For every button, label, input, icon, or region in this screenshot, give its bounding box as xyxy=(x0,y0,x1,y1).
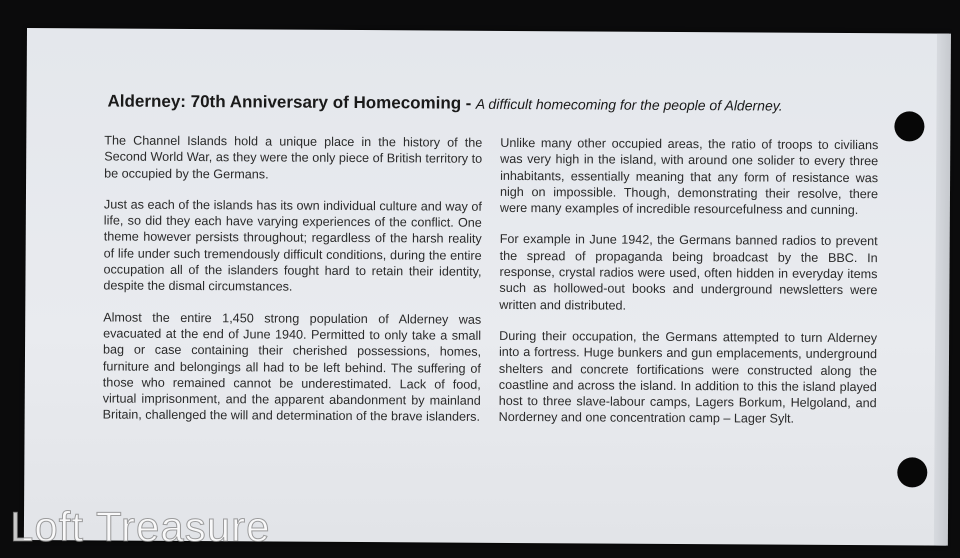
paragraph: The Channel Islands hold a unique place in the history of the Second World War, as they were the only piece of British territory to be occupied by the Germans. xyxy=(104,133,483,182)
card-edge xyxy=(934,34,951,546)
punch-hole-bottom xyxy=(897,457,927,487)
document-heading xyxy=(107,91,782,115)
page-subtitle: A difficult homecoming for the people of Alderney. xyxy=(475,95,783,114)
paragraph: Unlike many other occupied areas, the ratio of troops to civilians was very high in the island, with around one solider to every three inhabitants, essentially meaning that any form of resistance was nigh on impossible. Though, demonstrating their resolve, there were many examples of incredible resourcefulness and cunning. xyxy=(499,135,879,218)
paragraph: Just as each of the islands has its own individual culture and way of life, so did they each have varying experiences of the conflict. One theme however persists throughout; regardless of the harsh reality of life under such tremendously difficult conditions, during the entire occupation all of the islanders fought hard to retain their identity, despite the dismal circumstances. xyxy=(103,197,482,295)
paragraph: For example in June 1942, the Germans banned radios to prevent the spread of propaganda being broadcast by the BBC. In response, crystal radios were used, often hidden in everyday items such as hollowed-out books and underground newsletters were written and distributed. xyxy=(499,232,878,313)
left-column xyxy=(102,132,482,440)
paragraph: Almost the entire 1,450 strong population of Alderney was evacuated at the end of June 1940. Permitted to only take a small bag or case containing their cherished possessions, homes, furniture and belongings all had to be left behind. The suffering of those who remained cannot be underestimated. Lack of food, virtual imprisonment, and the apparent abandonment by mainland Britain, challenged the will and determination of the brave islanders. xyxy=(102,310,482,425)
title-separator: - xyxy=(465,93,472,113)
paragraph: During their occupation, the Germans attempted to turn Alderney into a fortress. Huge bunkers and gun emplacements, underground shelters and concrete fortifications were constructed along the coastline and across the island. In addition to this the island played host to three slave-labour camps, Lagers Borkum, Helgoland, and Norderney and one concentration camp – Lager Sylt. xyxy=(498,328,878,427)
punch-hole-top xyxy=(894,111,924,141)
watermark: Loft Treasure xyxy=(10,503,271,550)
page-title: Alderney: 70th Anniversary of Homecoming xyxy=(107,91,462,113)
document-card xyxy=(24,28,949,546)
right-column xyxy=(498,135,878,443)
